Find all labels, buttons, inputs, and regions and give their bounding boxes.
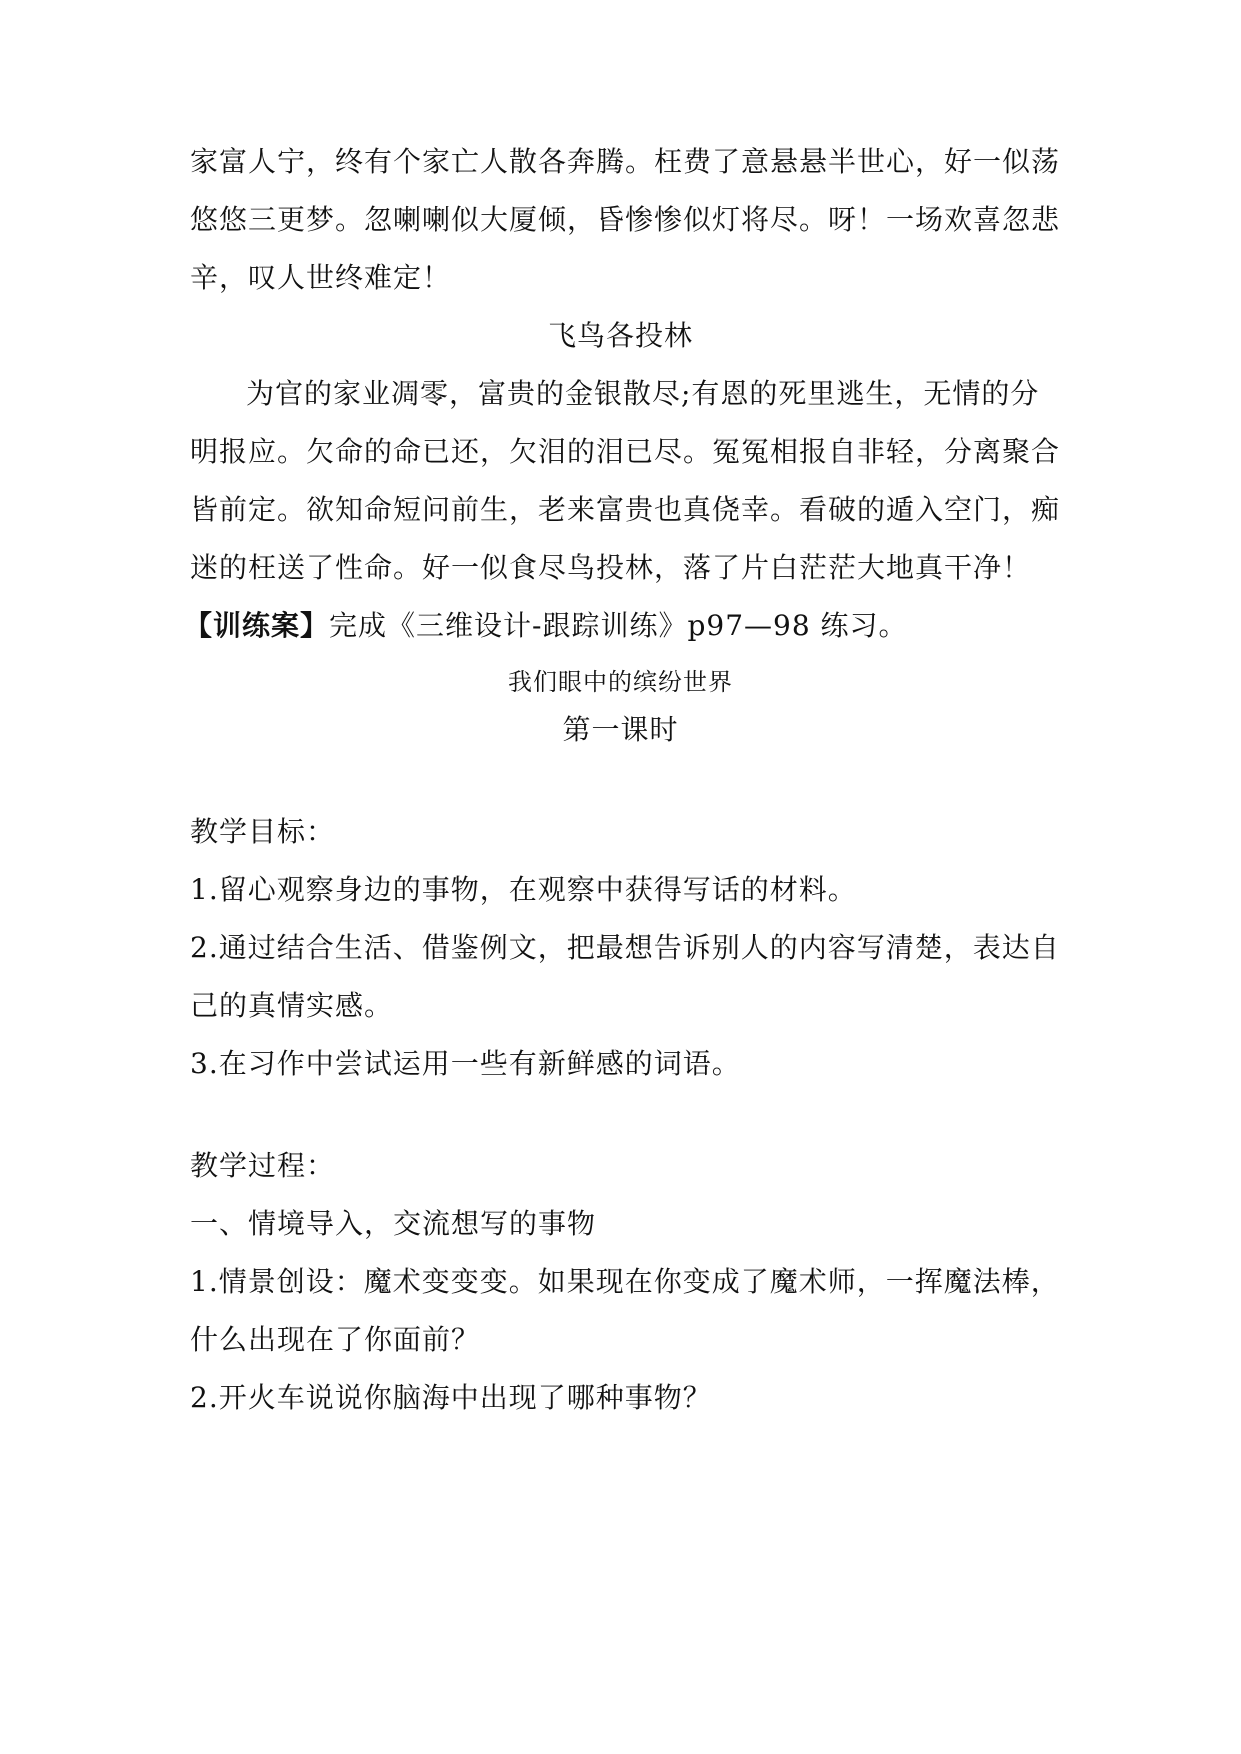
song2-line-1: 为官的家业凋零，富贵的金银散尽;有恩的死里逃生，无情的分: [246, 377, 1040, 410]
goals-heading: 教学目标：: [190, 815, 336, 848]
song1-line-2: 悠悠三更梦。忽喇喇似大厦倾，昏惨惨似灯将尽。呀！一场欢喜忽悲: [190, 203, 1061, 236]
process-item-2: 2.开火车说说你脑海中出现了哪种事物？: [190, 1381, 712, 1414]
song2-line-3: 皆前定。欲知命短问前生，老来富贵也真侥幸。看破的遁入空门，痴: [190, 493, 1061, 526]
song2-line-2: 明报应。欠命的命已还，欠泪的泪已尽。冤冤相报自非轻，分离聚合: [190, 435, 1061, 468]
process-item-1-continued: 什么出现在了你面前？: [190, 1323, 481, 1356]
training-label: 【训练案】: [184, 609, 330, 642]
goal-3: 3.在习作中尝试运用一些有新鲜感的词语。: [190, 1047, 741, 1080]
goal-2-continued: 己的真情实感。: [190, 989, 394, 1022]
training-text: 完成《三维设计-跟踪训练》p97—98 练习。: [329, 609, 908, 642]
song1-line-3: 辛，叹人世终难定！: [190, 261, 452, 294]
process-section-1: 一、情境导入，交流想写的事物: [190, 1207, 597, 1240]
song2-line-4: 迷的枉送了性命。好一似食尽鸟投林，落了片白茫茫大地真干净！: [190, 551, 1032, 584]
training-paragraph: [184, 606, 1054, 646]
process-item-1: 1.情景创设：魔术变变变。如果现在你变成了魔术师，一挥魔法棒，: [190, 1265, 1060, 1298]
lesson-subtitle: 第一课时: [562, 713, 679, 746]
lesson-title: 我们眼中的缤纷世界: [508, 668, 733, 696]
goal-1: 1.留心观察身边的事物，在观察中获得写话的材料。: [190, 873, 857, 906]
song2-title: 飞鸟各投林: [547, 319, 693, 352]
process-heading: 教学过程：: [190, 1149, 336, 1182]
song1-line-1: 家富人宁，终有个家亡人散各奔腾。枉费了意悬悬半世心，好一似荡: [190, 145, 1061, 178]
goal-2: 2.通过结合生活、借鉴例文，把最想告诉别人的内容写清楚，表达自: [190, 931, 1060, 964]
